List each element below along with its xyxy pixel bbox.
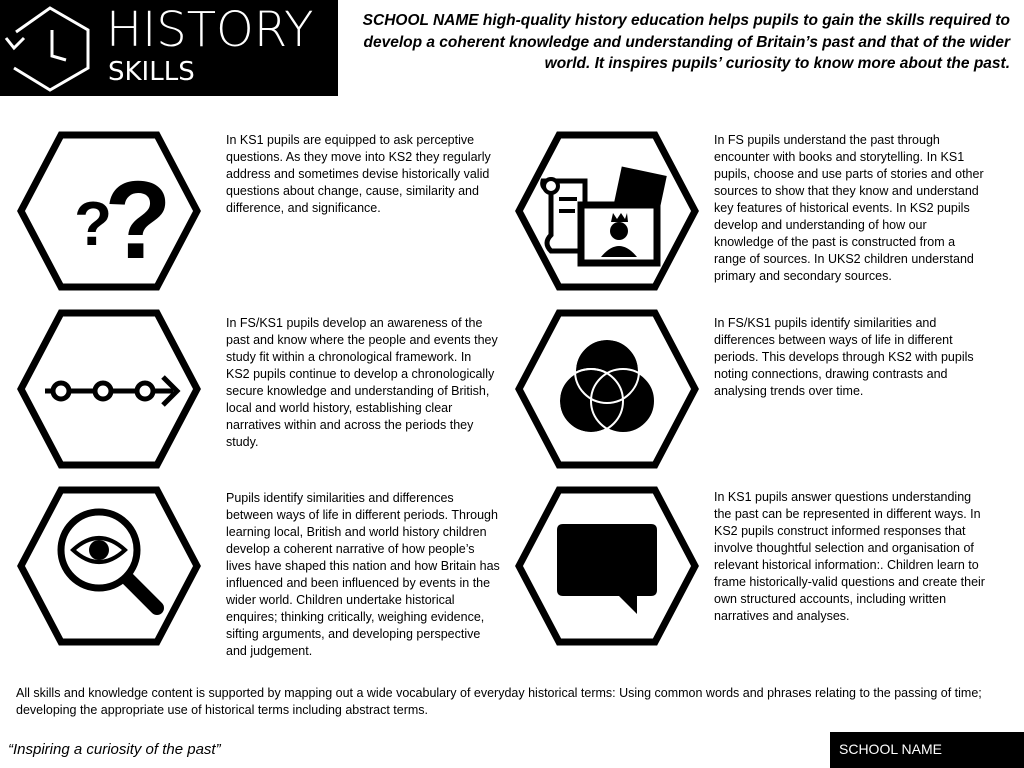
clock-hexagon-icon [2, 2, 102, 94]
question-mark-large: ? [104, 159, 172, 282]
question-mark-small: ? [74, 190, 112, 259]
skill-text-communication: In KS1 pupils answer questions understanding the past can be represented in different ways. In KS2 pupils construct informed responses that involve thoughtful selection and organisation of relevant historical information:. Children learn to frame historically-valid questions and create their own structured accounts, including written narratives and analyses. [714, 490, 985, 623]
school-name-badge [830, 732, 1024, 768]
speech-bubble-icon [515, 486, 699, 646]
skill-text-questions: In KS1 pupils are equipped to ask perceptive questions. As they move into KS2 they regularly address and sometimes devise historically valid questions about change, cause, similarity and difference, and significance. [226, 133, 491, 215]
skill-text-enquiry: Pupils identify similarities and differences between ways of life in different periods. Through learning local, British and world history children develop a coherent narrative of how people’s lives have shaped this nation and how Britain has influenced and been influenced by events in the wider world. Children undertake historical enquires; thinking critically, weighing evidence, sifting arguments, and developing perspective and judgement. [226, 491, 500, 658]
school-name-label: SCHOOL NAME [839, 741, 942, 757]
tagline: “Inspiring a curiosity of the past” [8, 741, 221, 758]
question-marks-icon [17, 131, 201, 291]
headline: SCHOOL NAME high-quality history education helps pupils to gain the skills required to develop a coherent knowledge and understanding of Britain’s past and that of the wider world. It inspires pupils’ curiosity to know more about the past. [362, 12, 1010, 72]
logo-title: HISTORY [106, 2, 314, 58]
magnifier-eye-icon [17, 486, 201, 646]
skill-text-chronology: In FS/KS1 pupils develop an awareness of the past and know where the people and events they study fit within a chronological framework. In KS2 pupils continue to develop a chronologically secure knowledge and understanding of British, local and world history, establishing clear narratives within and across the periods they study. [226, 316, 498, 449]
timeline-arrow-icon [17, 309, 201, 469]
skill-text-similarities: In FS/KS1 pupils identify similarities and differences between ways of life in different periods. This develops through KS2 with pupils noting connections, drawing contrasts and analysing trends over time. [714, 316, 974, 398]
logo-subtitle: SKILLS [108, 57, 195, 87]
venn-diagram-icon [515, 309, 699, 469]
sources-documents-icon [515, 131, 699, 291]
logo [0, 0, 338, 96]
skill-text-sources: In FS pupils understand the past through encounter with books and storytelling. In KS1 pupils, choose and use parts of stories and other sources to show that they know and understand key features of historical events. In KS2 pupils develop and understanding of how our knowledge of the past is constructed from a range of sources. In UKS2 children understand primary and secondary sources. [714, 133, 984, 283]
vocabulary-note: All skills and knowledge content is supported by mapping out a wide vocabulary of everyday historical terms: Using common words and phrases relating to the passing of time; developing the appropriate use of historical terms including abstract terms. [16, 686, 982, 717]
